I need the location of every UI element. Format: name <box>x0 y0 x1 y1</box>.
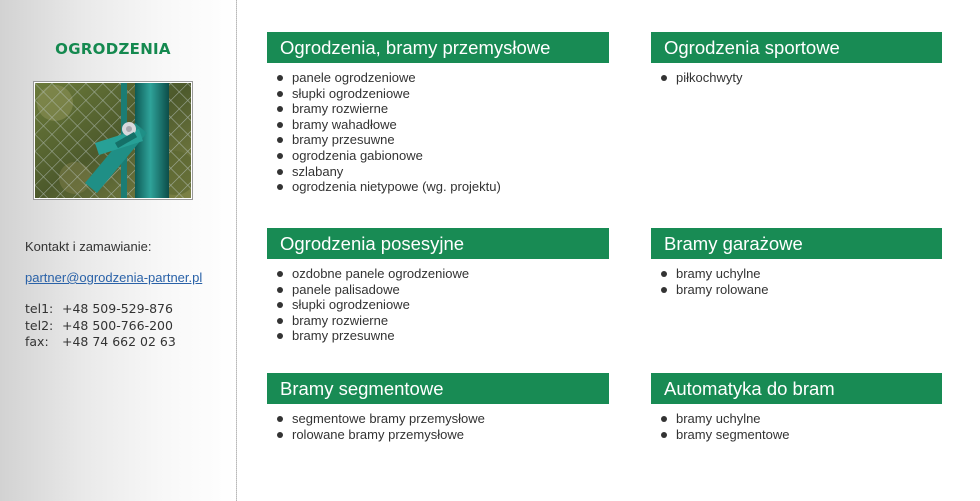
section-header[interactable]: Bramy segmentowe <box>267 373 609 404</box>
fence-photo <box>33 81 193 200</box>
fax-number: +48 74 662 02 63 <box>61 334 176 349</box>
list-item[interactable]: ogrodzenia gabionowe <box>267 148 609 164</box>
list-item[interactable]: szlabany <box>267 164 609 180</box>
fax-label: fax: <box>25 334 49 349</box>
contact-label: Kontakt i zamawianie: <box>25 239 152 254</box>
list-item[interactable]: bramy rozwierne <box>267 101 609 117</box>
list-item[interactable]: bramy wahadłowe <box>267 117 609 133</box>
list-item[interactable]: segmentowe bramy przemysłowe <box>267 411 609 427</box>
list-item[interactable]: słupki ogrodzeniowe <box>267 297 609 313</box>
fax <box>25 334 176 349</box>
list-item[interactable]: bramy segmentowe <box>651 427 942 443</box>
section-list <box>651 266 942 297</box>
list-item[interactable]: bramy rozwierne <box>267 313 609 329</box>
list-item[interactable]: bramy rolowane <box>651 282 942 298</box>
section-gate-automation <box>651 373 942 442</box>
section-header[interactable]: Ogrodzenia, bramy przemysłowe <box>267 32 609 63</box>
sidebar <box>0 0 237 501</box>
section-header[interactable]: Ogrodzenia sportowe <box>651 32 942 63</box>
sidebar-title: OGRODZENIA <box>55 40 171 58</box>
phone-2-number: +48 500-766-200 <box>61 318 173 333</box>
phone-2-label: tel2: <box>25 318 54 333</box>
section-list <box>651 70 942 86</box>
list-item[interactable]: słupki ogrodzeniowe <box>267 86 609 102</box>
section-industrial-fences <box>267 32 609 195</box>
list-item[interactable]: rolowane bramy przemysłowe <box>267 427 609 443</box>
section-residential-fences <box>267 228 609 344</box>
email-link[interactable]: partner@ogrodzenia-partner.pl <box>25 270 203 285</box>
list-item[interactable]: panele palisadowe <box>267 282 609 298</box>
list-item[interactable]: ozdobne panele ogrodzeniowe <box>267 266 609 282</box>
section-list <box>267 70 609 195</box>
list-item[interactable]: bramy przesuwne <box>267 328 609 344</box>
list-item[interactable]: panele ogrodzeniowe <box>267 70 609 86</box>
list-item[interactable]: bramy uchylne <box>651 411 942 427</box>
fence-post-image <box>35 83 191 198</box>
list-item[interactable]: bramy uchylne <box>651 266 942 282</box>
phone-1-number: +48 509-529-876 <box>61 301 173 316</box>
section-list <box>267 411 609 442</box>
section-garage-gates <box>651 228 942 297</box>
list-item[interactable]: ogrodzenia nietypowe (wg. projektu) <box>267 179 609 195</box>
section-header[interactable]: Bramy garażowe <box>651 228 942 259</box>
phone-1-label: tel1: <box>25 301 54 316</box>
phone-2 <box>25 318 173 333</box>
phone-1 <box>25 301 173 316</box>
section-list <box>651 411 942 442</box>
section-header[interactable]: Ogrodzenia posesyjne <box>267 228 609 259</box>
list-item[interactable]: bramy przesuwne <box>267 132 609 148</box>
section-sport-fences <box>651 32 942 86</box>
section-list <box>267 266 609 344</box>
list-item[interactable]: piłkochwyty <box>651 70 942 86</box>
section-sectional-gates <box>267 373 609 442</box>
section-header[interactable]: Automatyka do bram <box>651 373 942 404</box>
